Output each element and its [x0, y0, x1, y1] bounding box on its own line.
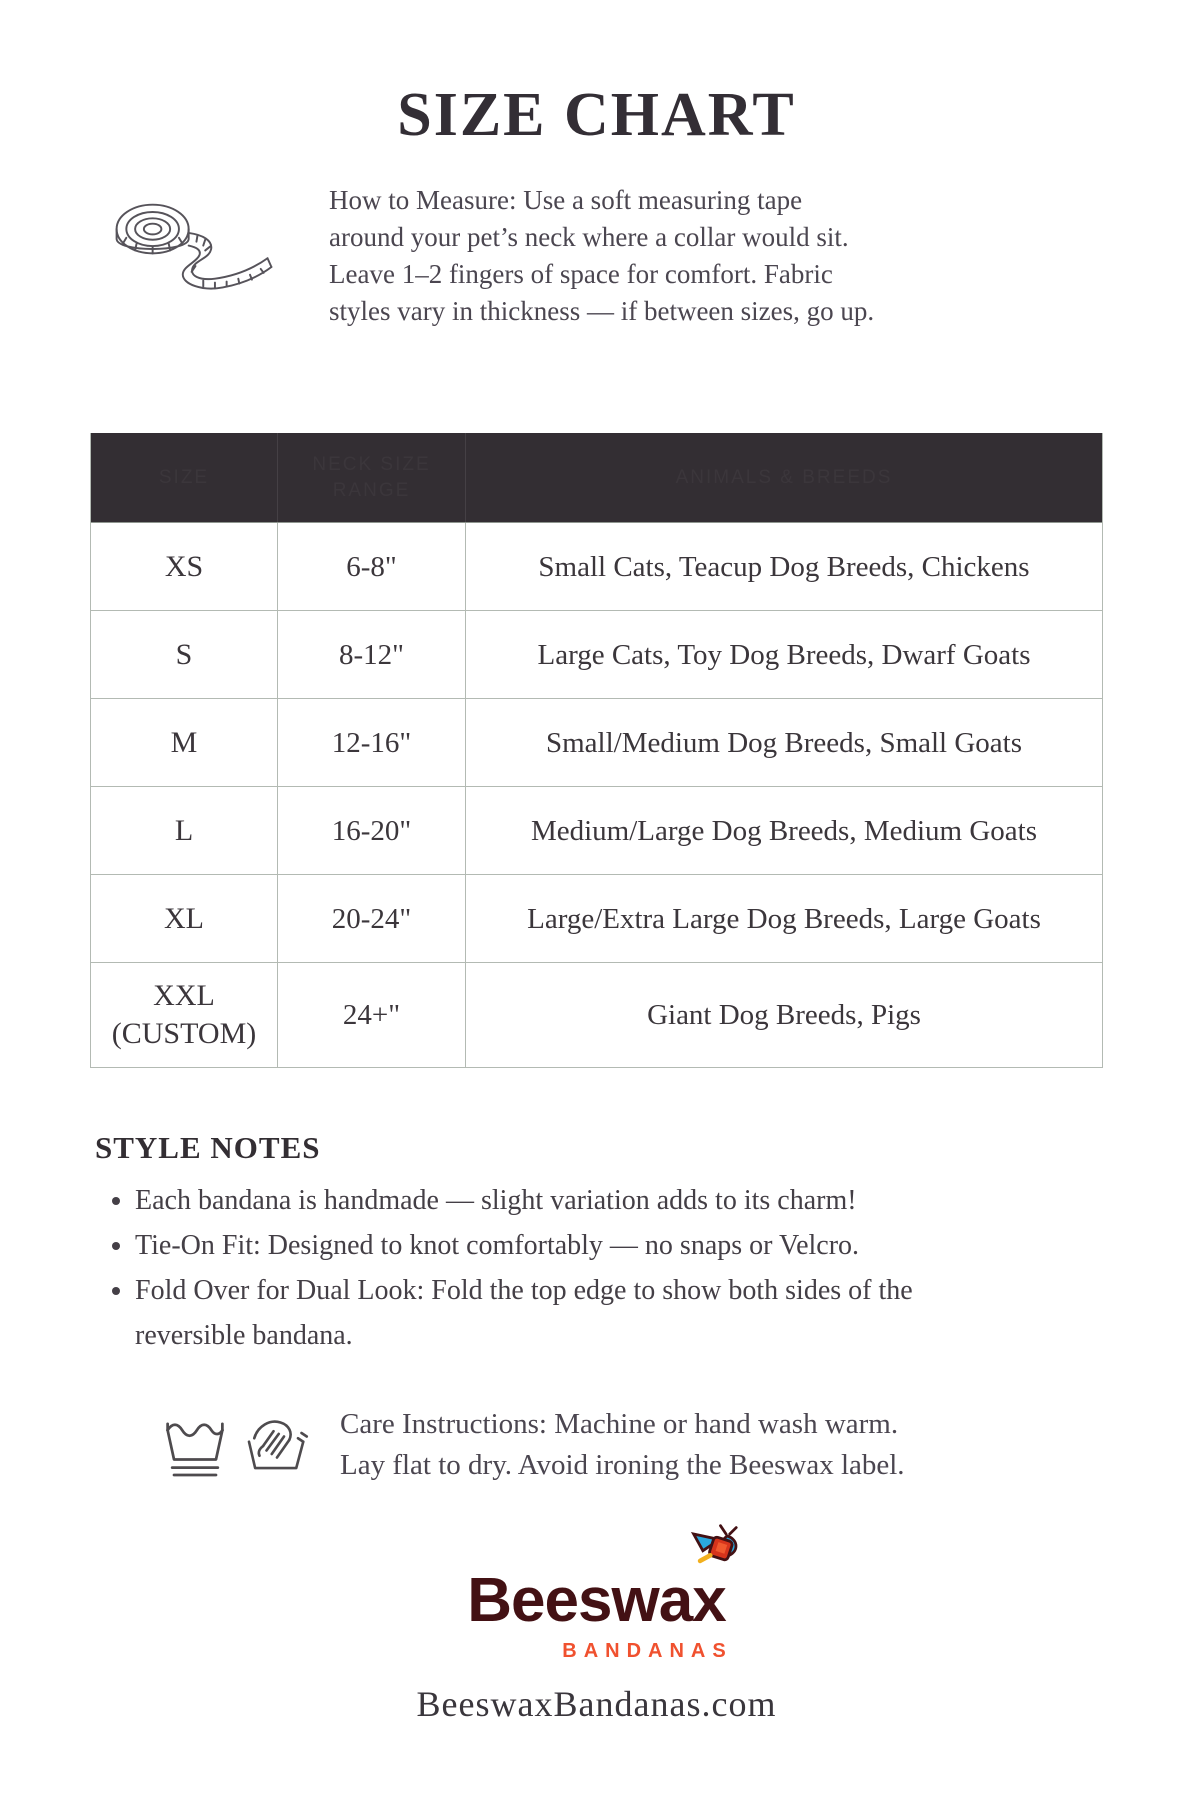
size-table-header [91, 433, 1102, 523]
size-table [90, 433, 1103, 1068]
range-cell: 6-8" [278, 523, 466, 610]
range-cell: 12-16" [278, 699, 466, 786]
bee-icon [686, 1522, 742, 1572]
size-cell: XXL (CUSTOM) [91, 963, 278, 1067]
table-row [91, 699, 1102, 787]
best-for-cell: Large/Extra Large Dog Breeds, Large Goats [527, 902, 1041, 935]
best-for-cell: Large Cats, Toy Dog Breeds, Dwarf Goats [537, 638, 1031, 671]
style-notes-heading: STYLE NOTES [95, 1130, 321, 1165]
best-for-cell: Small/Medium Dog Breeds, Small Goats [545, 726, 1023, 759]
style-note-item: • Tie-On Fit: Designed to knot comfortably — no snaps or Velcro. [135, 1223, 977, 1268]
table-row [91, 787, 1102, 875]
measure-line: How to Measure: Use a soft measuring tape [329, 185, 803, 215]
size-cell: L [91, 787, 278, 874]
table-row [91, 523, 1102, 611]
style-note-item: • Fold Over for Dual Look: Fold the top edge to show both sides of the reversible bandana. [135, 1268, 977, 1358]
care-instructions-text [340, 1404, 905, 1486]
brand-logo [90, 1540, 1103, 1725]
range-cell: 20-24" [278, 875, 466, 962]
measuring-tape-icon [102, 190, 287, 312]
range-cell: 16-20" [278, 787, 466, 874]
measure-line: Leave 1–2 fingers of space for comfort. Fabric [329, 259, 833, 289]
measure-line: styles vary in thickness — if between sizes, go up. [329, 296, 875, 326]
style-note-item: • Each bandana is handmade — slight variation adds to its charm! [135, 1178, 977, 1223]
column-header-animals: ANIMALS & BREEDS [675, 466, 893, 488]
care-line: Lay flat to dry. Avoid ironing the Beeswax label. [340, 1449, 905, 1481]
hand-wash-icon [242, 1412, 312, 1490]
style-notes-list [97, 1178, 977, 1358]
best-for-cell: Small Cats, Teacup Dog Breeds, Chickens [538, 550, 1030, 583]
care-section [162, 1404, 905, 1490]
care-icons [162, 1412, 312, 1490]
table-row [91, 963, 1102, 1067]
page-title: SIZE CHART [397, 81, 796, 149]
size-cell: XS [91, 523, 278, 610]
size-cell: S [91, 611, 278, 698]
size-cell: XL [91, 875, 278, 962]
range-cell: 8-12" [278, 611, 466, 698]
how-to-measure-text [329, 182, 874, 330]
column-header-neck-size: NECK SIZE RANGE [278, 433, 466, 522]
size-cell: M [91, 699, 278, 786]
best-for-cell: Giant Dog Breeds, Pigs [647, 999, 921, 1031]
best-for-cell: Medium/Large Dog Breeds, Medium Goats [530, 814, 1038, 847]
measure-line: around your pet’s neck where a collar would sit. [329, 222, 849, 252]
website-url: BeeswaxBandanas.com [416, 1684, 777, 1724]
machine-wash-icon [162, 1412, 228, 1490]
table-row [91, 611, 1102, 699]
brand-wordmark: Beeswax [467, 1566, 726, 1635]
how-to-measure-section [102, 182, 874, 330]
care-line: Care Instructions: Machine or hand wash warm. [340, 1408, 899, 1440]
brand-subtitle: BANDANAS [562, 1640, 733, 1662]
column-header-size: SIZE [91, 433, 278, 522]
range-cell: 24+" [278, 963, 466, 1067]
table-row [91, 875, 1102, 963]
